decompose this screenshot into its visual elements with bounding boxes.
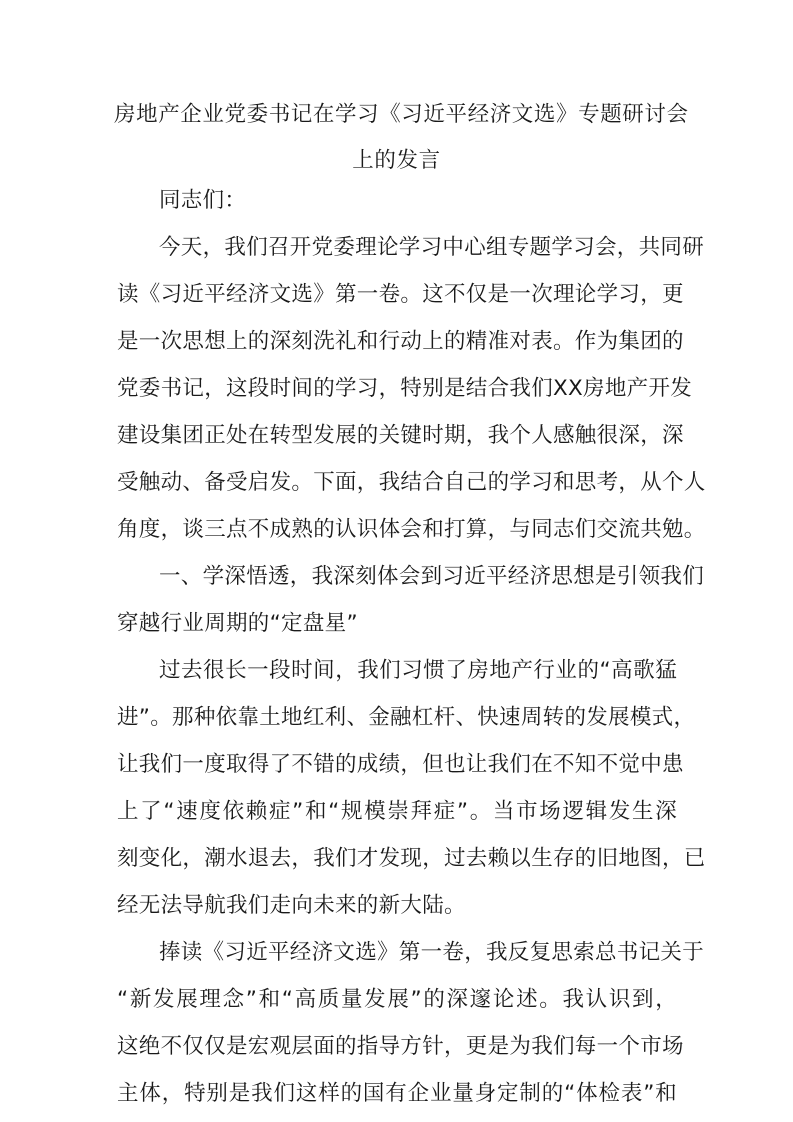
body-line: 主体，特别是我们这样的国有企业量身定制的“体检表”和 <box>117 1081 677 1106</box>
body-line: 上了“速度依赖症”和“规模崇拜症”。当市场逻辑发生深 <box>117 799 677 824</box>
body-line: 建设集团正处在转型发展的关键时期，我个人感触很深，深 <box>117 423 684 448</box>
section-heading-line: 穿越行业周期的“定盘星” <box>117 611 358 636</box>
section-heading-line: 一、学深悟透，我深刻体会到习近平经济思想是引领我们 <box>159 564 705 589</box>
body-line: 刻变化，潮水退去，我们才发现，过去赖以生存的旧地图，已 <box>117 846 706 871</box>
body-line: 今天，我们召开党委理论学习中心组专题学习会，共同研 <box>159 235 705 260</box>
document-title-line-2: 上的发言 <box>352 148 441 173</box>
body-line: 过去很长一段时间，我们习惯了房地产行业的“高歌猛 <box>159 658 677 683</box>
document-title-line-1: 房地产企业党委书记在学习《习近平经济文选》专题研讨会 <box>114 102 689 127</box>
body-line: 受触动、备受启发。下面，我结合自己的学习和思考，从个人 <box>117 470 706 495</box>
body-line: 捧读《习近平经济文选》第一卷，我反复思索总书记关于 <box>159 940 705 965</box>
body-line: 是一次思想上的深刻洗礼和行动上的精准对表。作为集团的 <box>117 329 684 354</box>
salutation: 同志们： <box>159 188 247 213</box>
body-line: 读《习近平经济文选》第一卷。这不仅是一次理论学习，更 <box>117 282 684 307</box>
body-line: 角度，谈三点不成熟的认识体会和打算，与同志们交流共勉。 <box>117 517 706 542</box>
body-line: “新发展理念”和“高质量发展”的深邃论述。我认识到， <box>117 987 677 1012</box>
body-line: 让我们一度取得了不错的成绩，但也让我们在不知不觉中患 <box>117 752 684 777</box>
body-line: 进”。那种依靠土地红利、金融杠杆、快速周转的发展模式， <box>117 705 696 730</box>
body-line: 经无法导航我们走向未来的新大陆。 <box>117 893 466 918</box>
body-line: 这绝不仅仅是宏观层面的指导方针，更是为我们每一个市场 <box>117 1034 684 1059</box>
body-line: 党委书记，这段时间的学习，特别是结合我们XX房地产开发 <box>117 376 693 401</box>
